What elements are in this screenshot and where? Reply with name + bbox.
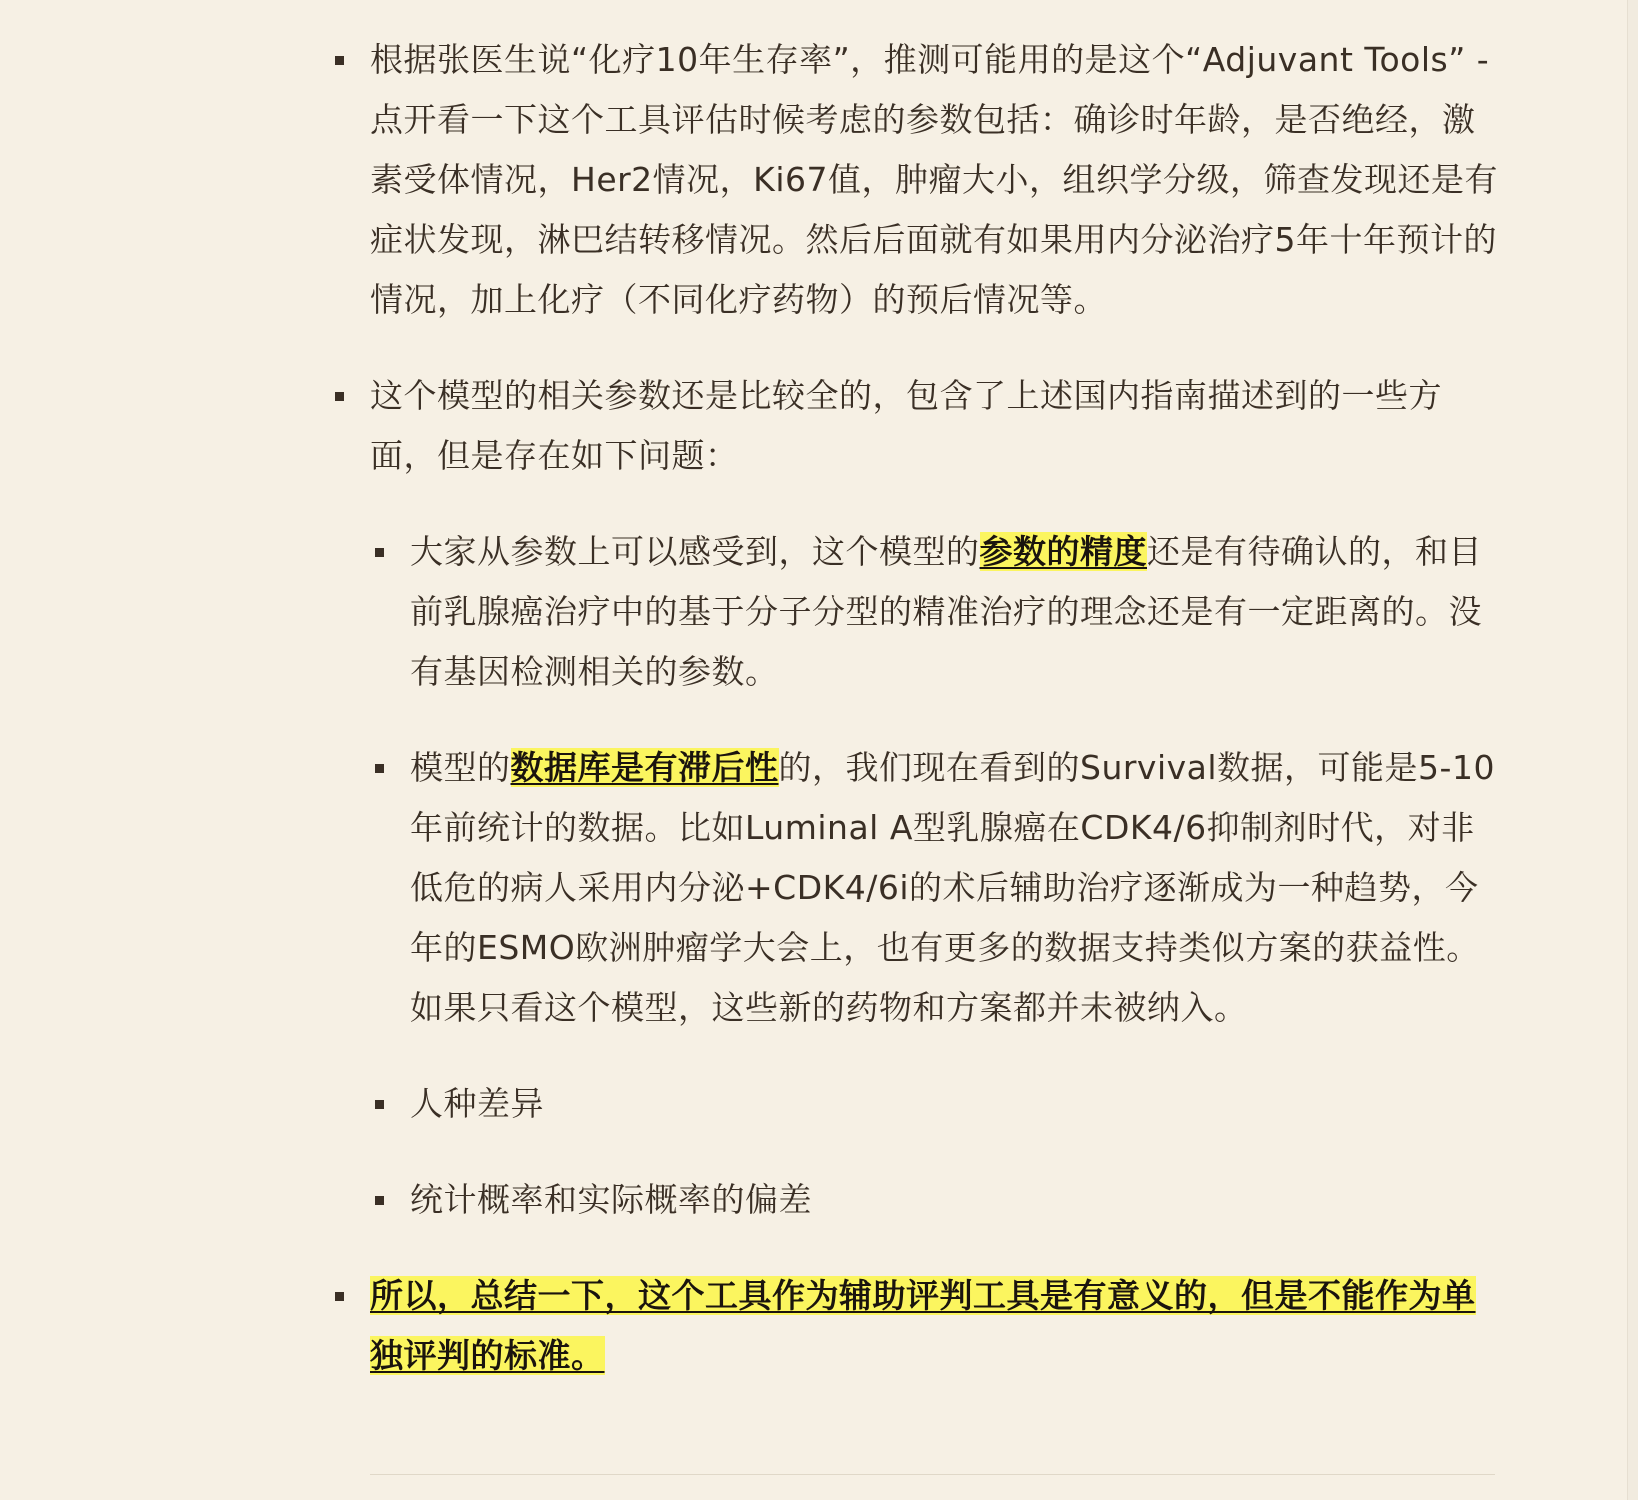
list-item-text: 根据张医生说“化疗10年生存率”，推测可能用的是这个“Adjuvant Tools” - 点开看一下这个工具评估时候考虑的参数包括：确诊时年龄，是否绝经，激素受体情况，Her2情况，Ki67值，肿瘤大小，组织学分级，筛查发现还是有症状发现，淋巴结转移情况。然后后面就有如果用内分泌治疗5年十年预计的情况，加上化疗（不同化疗药物）的预后情况等。 [370, 40, 1498, 319]
scrollbar[interactable] [1627, 0, 1638, 1500]
square-bullet-icon [335, 392, 344, 401]
list-item-text: 人种差异 [410, 1084, 544, 1123]
nested-list-item [370, 522, 1500, 702]
square-bullet-icon [375, 1196, 384, 1205]
list-item-text: 这个模型的相关参数还是比较全的，包含了上述国内指南描述到的一些方面，但是存在如下问题： [370, 376, 1442, 475]
document-body [330, 30, 1500, 1386]
square-bullet-icon [335, 56, 344, 65]
list-item [330, 30, 1500, 330]
square-bullet-icon [375, 764, 384, 773]
highlighted-conclusion: 所以，总结一下，这个工具作为辅助评判工具是有意义的，但是不能作为单独评判的标准。 [370, 1276, 1476, 1375]
list-item [330, 1266, 1500, 1386]
bullet-list [330, 30, 1500, 1386]
nested-bullet-list [370, 522, 1500, 1230]
nested-list-item [370, 1074, 1500, 1134]
text-run: 还是有待确认的，和目前乳腺癌治疗中的基于分子分型的精准治疗的理念还是有一定距离的。没有基因检测相关的参数。 [410, 532, 1482, 691]
square-bullet-icon [375, 548, 384, 557]
list-item-text: 统计概率和实际概率的偏差 [410, 1180, 812, 1219]
highlighted-text: 参数的精度 [979, 532, 1147, 571]
highlighted-text: 数据库是有滞后性 [510, 748, 779, 787]
square-bullet-icon [375, 1100, 384, 1109]
text-run: 的，我们现在看到的Survival数据，可能是5-10年前统计的数据。比如Luminal A型乳腺癌在CDK4/6抑制剂时代，对非低危的病人采用内分泌+CDK4/6i的术后辅助治疗逐渐成为一种趋势，今年的ESMO欧洲肿瘤学大会上，也有更多的数据支持类似方案的获益性。如果只看这个模型，这些新的药物和方案都并未被纳入。 [410, 748, 1495, 1027]
text-run: 模型的 [410, 748, 511, 787]
text-run: 大家从参数上可以感受到，这个模型的 [410, 532, 980, 571]
horizontal-divider [370, 1474, 1495, 1475]
list-item [330, 366, 1500, 1230]
square-bullet-icon [335, 1292, 344, 1301]
nested-list-item [370, 1170, 1500, 1230]
nested-list-item [370, 738, 1500, 1038]
